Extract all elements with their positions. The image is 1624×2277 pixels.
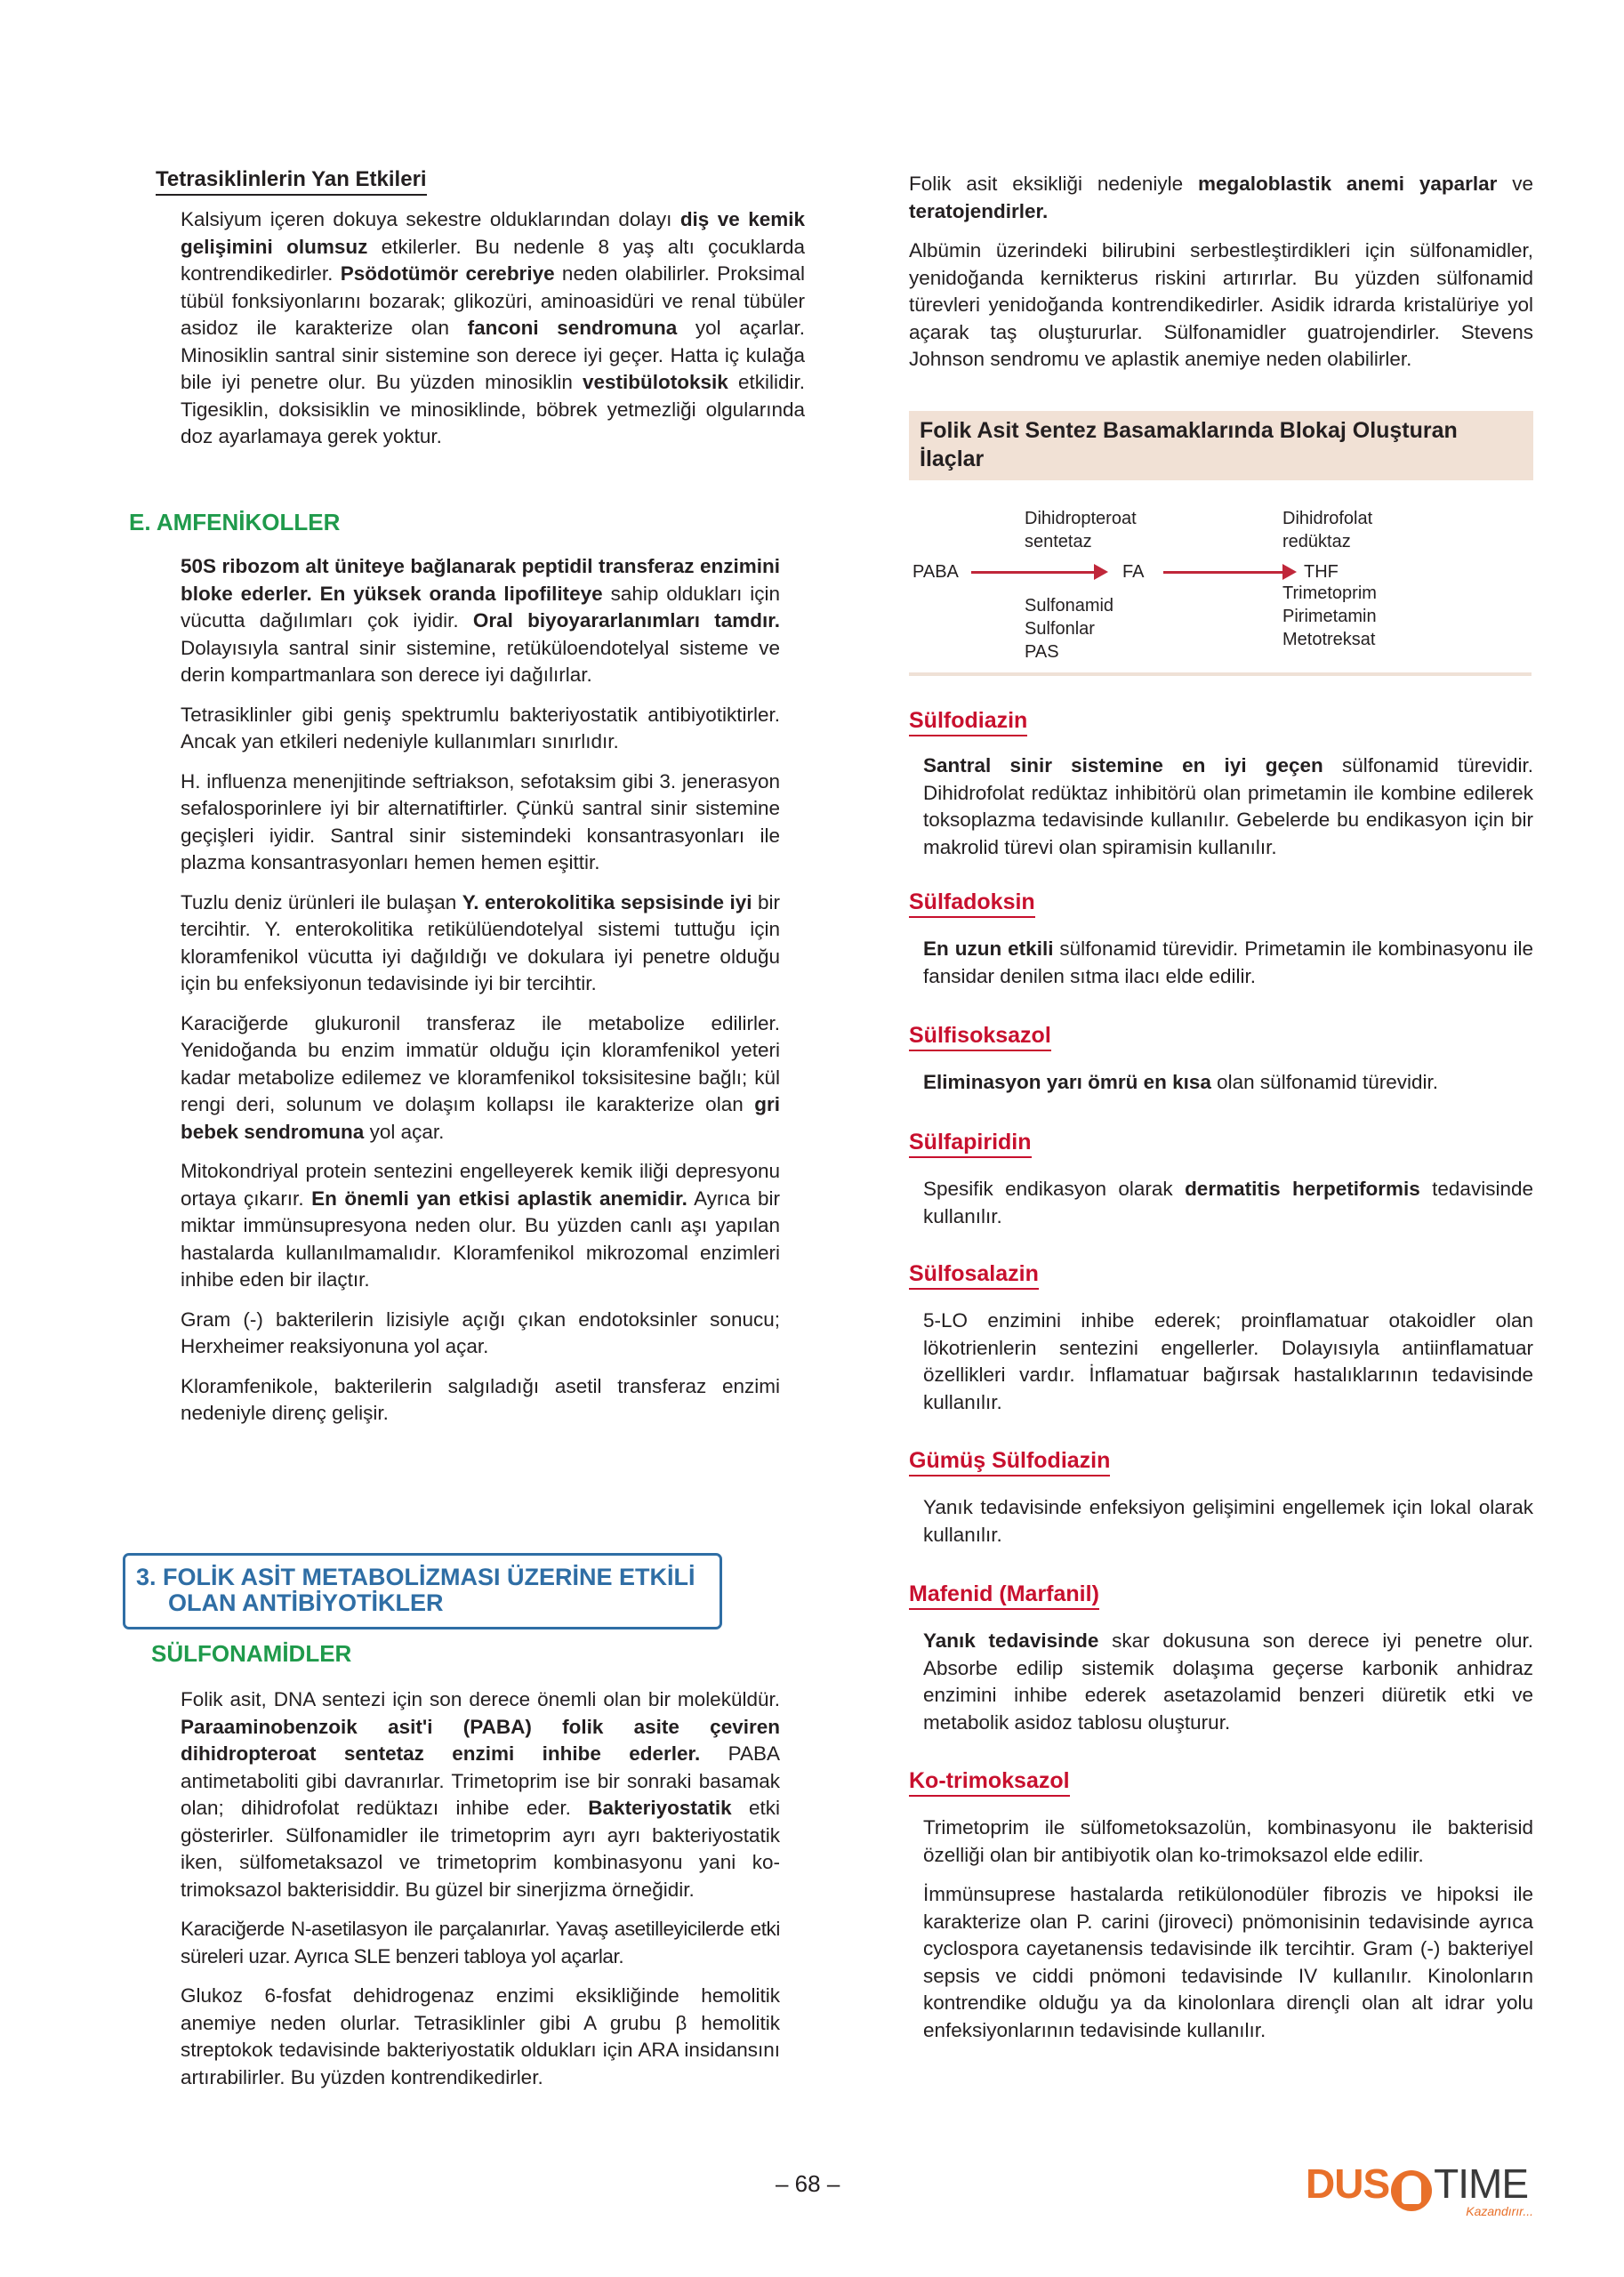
inhibitor2-trimetoprim: Trimetoprim [1282, 583, 1377, 603]
drug-heading-sulfapiridin: Sülfapiridin [909, 1130, 1032, 1158]
bold-emphasis: Y. enterokolitika sepsisinde iyi [462, 890, 752, 913]
bold-emphasis: En uzun etkili [923, 937, 1054, 960]
bold-emphasis: gri bebek sendromuna [181, 1093, 780, 1143]
bold-emphasis: Santral sinir sistemine en iyi geçen [923, 754, 1323, 776]
amfenikol-paragraph: Tuzlu deniz ürünleri ile bulaşan Y. enterokolitika sepsisinde iyi bir tercihtir. Y. enterokolitika retikülüendotelyal sistemi tuttuğu için kloramfenikol vücutta iyi dağıldığı ve dokulara iyi penetre olduğu için bu enfeksiyonun tedavisinde iyi bir tercihtir. [181, 890, 780, 994]
diagram-divider [909, 672, 1532, 676]
drug-heading-mafenid: Mafenid (Marfanil) [909, 1581, 1099, 1610]
amfenikol-paragraph: H. influenza menenjitinde seftriakson, sefotaksim gibi 3. jenerasyon sefalosporinlere iyi bir alternatiftirler. Çünkü santral sinir sistemine geçişleri iyidir. Santral sinir sistemindeki konsantrasyonları ile plazma konsantrasyonları hemen hemen eşittir. [181, 769, 780, 873]
drug-paragraph-sulfadoksin: En uzun etkili sülfonamid türevidir. Primetamin ile kombinasyonu ile fansidar denilen sıtma ilacı elde edilir. [923, 937, 1533, 987]
bold-emphasis: vestibülotoksik [583, 371, 728, 393]
amfenikol-body [181, 553, 780, 1440]
sulfonamid-paragraph: Folik asit, DNA sentezi için son derece önemli olan bir moleküldür. Paraaminobenzoik asit'i (PABA) folik asite çeviren dihidropteroat sentetaz enzimi inhibe ederler. PABA antimetaboliti gibi davranırlar. Trimetoprim ise bir sonraki basamak olan; dihidrofolat redüktazı inhibe eder. Bakteriyostatik etki gösterirler. Sülfonamidler ile trimetoprim ayrı ayrı bakteriyostatik iken, sülfometaksazol ve trimetoprim kombinasyonu yani ko-trimoksazol bakterisiddir. Bu güzel bir sinerjizma örneğidir. [181, 1688, 780, 1901]
logo-text-time: TIME [1434, 2160, 1529, 2207]
drug-paragraph-ko-trimoksazol-2: İmmünsuprese hastalarda retikülonodüler fibrozis ve hipoksi ile karakterize olan P. carini (jiroveci) pnömonisinin tedavisinde ayrıca cyclospora cayetanensis tedavisinde ilk tercihtir. Gram (-) bakteriyel sepsis ve ciddi pnömoni tedavisinde IV kullanılır. Kinolonların kontrendike olduğu ya da kinolonlara dirençli olan alt idrar yolu enfeksiyonlarının tedavisinde kullanılır. [923, 1883, 1533, 2041]
amfenikol-paragraph: Tetrasiklinler gibi geniş spektrumlu bakteriyostatik antibiyotiktirler. Ancak yan etkileri nedeniyle kullanımları sınırlıdır. [181, 703, 780, 752]
tooth-icon [1391, 2170, 1432, 2211]
sulfonamid-body [181, 1686, 780, 2104]
bold-emphasis: Bakteriyostatik [588, 1797, 732, 1819]
enzyme2-line2: redüktaz [1282, 532, 1351, 551]
bold-emphasis: En önemli yan etkisi aplastik anemidir. [311, 1187, 687, 1210]
ko-trimoksazol-body [923, 1814, 1533, 2056]
bold-emphasis: Yanık tedavisinde [923, 1629, 1099, 1652]
inhibitor1-pas: PAS [1025, 642, 1059, 662]
sulfonamid-paragraph: Karaciğerde N-asetilasyon ile parçalanırlar. Yavaş asetilleyicilerde etki süreleri uzar. Ayrıca SLE benzeri tabloya yol açarlar. [181, 1918, 780, 1967]
bold-emphasis: teratojendirler. [909, 199, 1049, 222]
amfenikol-paragraph: 50S ribozom alt üniteye bağlanarak peptidil transferaz enzimini bloke ederler. En yüksek oranda lipofiliteye sahip oldukları için vücutta dağılımları çok iyidir. Oral biyoyararlanımları tamdır. Dolayısıyla santral sinir sistemine, retüküloendotelyal sisteme ve derin kompartmanlara son derece iyi dağılırlar. [181, 555, 780, 686]
inhibitor1-sulfonlar: Sulfonlar [1025, 619, 1095, 639]
bold-emphasis: dermatitis herpetiformis [1185, 1178, 1420, 1200]
drug-heading-ko-trimoksazol: Ko-trimoksazol [909, 1768, 1070, 1797]
amfenikol-heading: E. AMFENİKOLLER [129, 509, 341, 535]
section-title-box [123, 1553, 722, 1629]
box-header-line1: Folik Asit Sentez Basamaklarında Blokaj Oluşturan [920, 418, 1458, 443]
amfenikol-paragraph: Gram (-) bakterilerin lizisiyle açığı çıkan endotoksinler sonucu; Herxheimer reaksiyonuna yol açar. [181, 1307, 780, 1357]
intro-paragraph: Folik asit eksikliği nedeniyle megaloblastik anemi yaparlar ve teratojendirler. [909, 173, 1533, 222]
bold-emphasis: diş ve kemik gelişimini olumsuz [181, 208, 805, 258]
drug-heading-sulfosalazin: Sülfosalazin [909, 1261, 1039, 1290]
drug-heading-sulfadoksin: Sülfadoksin [909, 889, 1035, 918]
enzyme2-line1: Dihidrofolat [1282, 509, 1373, 528]
inhibitor2-metotreksat: Metotreksat [1282, 630, 1376, 649]
intro-body [909, 171, 1533, 386]
enzyme1-line1: Dihidropteroat [1025, 509, 1137, 528]
arrow-paba-to-fa [971, 571, 1105, 574]
tetrasiklin-side-effects-heading: Tetrasiklinlerin Yan Etkileri [156, 167, 427, 196]
logo-tagline: Kazandırır... [1466, 2204, 1533, 2218]
box-header-line2: İlaçlar [920, 447, 985, 471]
bold-emphasis: Psödotümör cerebriye [340, 262, 555, 285]
drug-paragraph-sulfisoksazol: Eliminasyon yarı ömrü en kısa olan sülfonamid türevidir. [923, 1071, 1439, 1093]
folic-acid-pathway-diagram [909, 498, 1533, 676]
sulfonamid-heading: SÜLFONAMİDLER [151, 1640, 352, 1667]
bold-emphasis: 50S ribozom alt üniteye bağlanarak peptidil transferaz enzimini bloke ederler. En yüksek oranda lipofiliteye [181, 555, 780, 605]
intro-paragraph: Albümin üzerindeki bilirubini serbestleştirdikleri için sülfonamidler, yenidoğanda kernikterus riskini artırırlar. Bu yüzden sülfonamid türevleri yenidoğanda kontrendikedirler. Asidik idrarda kristalüriye yol açarak taş oluştururlar. Sülfonamidler guatrojendirler. Stevens Johnson sendromu ve aplastik anemiye neden olabilirler. [909, 239, 1533, 370]
logo-text-dus: DUS [1306, 2160, 1390, 2207]
tetrasiklin-paragraph: Kalsiyum içeren dokuya sekestre olduklarından dolayı diş ve kemik gelişimini olumsuz etkilerler. Bu nedenle 8 yaş altı çocuklarda kontrendikedirler. Psödotümör cerebriye neden olabilirler. Proksimal tübül fonksiyonlarını bozarak; glikozüri, aminoasidüri ve renal tübüler asidoz ile karakterize olan fanconi sendromuna yol açarlar. Minosiklin santral sinir sistemine son derece iyi geçer. Hatta iç kulağa bile iyi penetre olur. Bu yüzden minosiklin vestibülotoksik etkilidir. Tigesiklin, doksisiklin ve minosiklinde, böbrek yetmezliği olgularında doz ayarlamaya gerek yoktur. [181, 208, 805, 447]
bold-emphasis: Eliminasyon yarı ömrü en kısa [923, 1071, 1211, 1093]
enzyme1-line2: sentetaz [1025, 532, 1092, 551]
amfenikol-paragraph: Mitokondriyal protein sentezini engelleyerek kemik iliği depresyonu ortaya çıkarır. En önemli yan etkisi aplastik anemidir. Ayrıca bir miktar immünsupresyona neden olur. Bu yüzden canlı aşı yapılan hastalarda kullanılmamalıdır. Kloramfenikol mikrozomal enzimleri inhibe eden bir ilaçtır. [181, 1160, 781, 1291]
drug-paragraph-sulfosalazin: 5-LO enzimini inhibe ederek; proinflamatuar otakoidler olan lökotrienlerin sentezini engellerler. Dolayısıyla antiinflamatuar özellikleri vardır. İnflamatuar bağırsak hastalıklarının tedavisinde kullanılır. [923, 1309, 1533, 1413]
bold-emphasis: fanconi sendromuna [467, 317, 678, 339]
thf-node: THF [1304, 562, 1339, 582]
page-number: – 68 – [776, 2170, 840, 2197]
arrow-fa-to-thf [1163, 571, 1293, 574]
drug-heading-gumus-sulfodiazin: Gümüş Sülfodiazin [909, 1448, 1110, 1476]
folic-acid-blockade-box-header [909, 411, 1533, 480]
drug-paragraph-mafenid: Yanık tedavisinde skar dokusuna son derece iyi penetre olur. Absorbe edilip sistemik dolaşıma geçerse karbonik anhidraz enzimini inhibe ederek asetazolamid benzeri diüretik etki ve metabolik asidoz tablosu oluşturur. [923, 1629, 1533, 1734]
drug-paragraph-gumus-sulfodiazin: Yanık tedavisinde enfeksiyon gelişimini engellemek için lokal olarak kullanılır. [923, 1496, 1533, 1546]
bold-emphasis: megaloblastik anemi yaparlar [1198, 173, 1498, 195]
inhibitor2-pirimetamin: Pirimetamin [1282, 607, 1377, 626]
amfenikol-paragraph: Kloramfenikole, bakterilerin salgıladığı asetil transferaz enzimi nedeniyle direnç gelişir. [181, 1374, 780, 1424]
inhibitor1-sulfonamid: Sulfonamid [1025, 596, 1114, 616]
drug-paragraph-sulfodiazin: Santral sinir sistemine en iyi geçen sülfonamid türevidir. Dihidrofolat redüktaz inhibitörü olan primetamin ile kombine edilerek toksoplazma tedavisinde kullanılır. Gebelerde bu endikasyon için bir makrolid türevi olan spiramisin kullanılır. [923, 754, 1533, 858]
drug-paragraph-sulfapiridin: Spesifik endikasyon olarak dermatitis herpetiformis tedavisinde kullanılır. [923, 1178, 1533, 1227]
section-title-line2: OLAN ANTİBİYOTİKLER [168, 1589, 444, 1616]
paba-node: PABA [912, 562, 959, 582]
drug-heading-sulfodiazin: Sülfodiazin [909, 708, 1027, 736]
sulfonamid-paragraph: Glukoz 6-fosfat dehidrogenaz enzimi eksikliğinde hemolitik anemiye neden olurlar. Tetrasiklinler gibi A grubu β hemolitik streptokok tedavisinde bakteriyostatik oldukları için ARA insidansını artırabilirler. Bu yüzden kontrendikedirler. [181, 1984, 780, 2088]
fa-node: FA [1122, 562, 1145, 582]
section-title-line1: 3. FOLİK ASİT METABOLİZMASI ÜZERİNE ETKİLİ [136, 1564, 695, 1590]
amfenikol-paragraph: Karaciğerde glukuronil transferaz ile metabolize edilirler. Yenidoğanda bu enzim immatür olduğu için kloramfenikol yeteri kadar metabolize edilemez ve kloramfenikol toksisitesine bağlı; kül rengi deri, solunum ve dolaşım kollapsı ile karakterize olan gri bebek sendromuna yol açar. [181, 1011, 780, 1143]
drug-heading-sulfisoksazol: Sülfisoksazol [909, 1023, 1051, 1051]
dustime-logo [1306, 2160, 1537, 2231]
drug-paragraph-ko-trimoksazol: Trimetoprim ile sülfometoksazolün, kombinasyonu ile bakterisid özelliği olan bir antibiyotik olan ko-trimoksazol elde edilir. [923, 1816, 1533, 1866]
bold-emphasis: Oral biyoyararlanımları tamdır. [472, 609, 780, 632]
bold-emphasis: Paraaminobenzoik asit'i (PABA) folik asite çeviren dihidropteroat sentetaz enzimi inhibe ederler. [181, 1715, 780, 1765]
